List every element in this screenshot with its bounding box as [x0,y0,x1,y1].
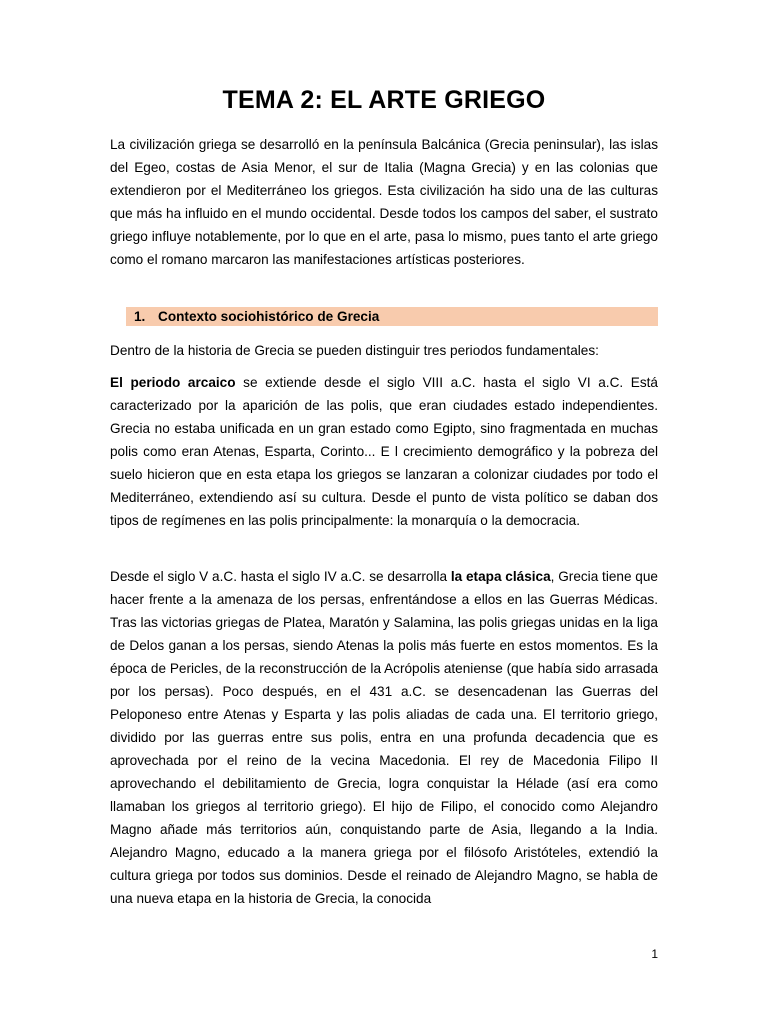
page-number: 1 [651,947,658,961]
classical-text-after: , Grecia tiene que hacer frente a la amenaza de los persas, enfrentándose a ellos en las Guerras Médicas. Tras las victorias griegas de Platea, Maratón y Salamina, las polis griegas unidas en la liga de Delos ganan a los persas, siendo Atenas la polis más fuerte en estos momentos. Es la época de Pericles, de la reconstrucción de la Acrópolis ateniense (que había sido arrasada por los persas). Poco después, en el 431 a.C. se desencadenan las Guerras del Peloponeso entre Atenas y Esparta y las polis aliadas de cada una. El territorio griego, dividido por las guerras entre sus polis, entra en una profunda decadencia que es aprovechada por el reino de la vecina Macedonia. El rey de Macedonia Filipo II aprovechando el debilitamiento de Grecia, logra conquistar la Hélade (así era como llamaban los griegos al territorio griego). El hijo de Filipo, el conocido como Alejandro Magno añade más territorios aún, conquistando parte de Asia, llegando a la India. Alejandro Magno, educado a la manera griega por el filósofo Aristóteles, extendió la cultura griega por todos sus dominios. Desde el reinado de Alejandro Magno, se habla de una nueva etapa en la historia de Grecia, la conocida [110,569,658,906]
classical-period-paragraph [110,565,658,910]
classical-text-before: Desde el siglo V a.C. hasta el siglo IV a.C. se desarrolla [110,569,451,584]
periods-intro-paragraph: Dentro de la historia de Grecia se pueden distinguir tres periodos fundamentales: [110,343,599,358]
intro-paragraph: La civilización griega se desarrolló en la península Balcánica (Grecia peninsular), las islas del Egeo, costas de Asia Menor, el sur de Italia (Magna Grecia) y en las colonias que extendieron por el Mediterráneo los griegos. Esta civilización ha sido una de las culturas que más ha influido en el mundo occidental. Desde todos los campos del saber, el sustrato griego influye notablemente, por lo que en el arte, pasa lo mismo, pues tanto el arte griego como el romano marcaron las manifestaciones artísticas posteriores. [110,137,658,267]
section-number: 1. [134,309,146,324]
section-title: Contexto sociohistórico de Grecia [158,309,380,324]
archaic-period-term: El periodo arcaico [110,375,236,390]
archaic-period-paragraph [110,371,658,532]
section-heading [126,307,658,326]
classical-period-term: la etapa clásica [450,569,551,584]
page-title: TEMA 2: EL ARTE GRIEGO [222,86,546,114]
archaic-period-text: se extiende desde el siglo VIII a.C. hasta el siglo VI a.C. Está caracterizado por la aparición de las polis, que eran ciudades estado independientes. Grecia no estaba unificada en un gran estado como Egipto, sino fragmentada en muchas polis como eran Atenas, Esparta, Corinto... E l crecimiento demográfico y la pobreza del suelo hicieron que en esta etapa los griegos se lanzaran a colonizar ciudades por todo el Mediterráneo, extendiendo así su cultura. Desde el punto de vista político se daban dos tipos de regímenes en las polis principalmente: la monarquía o la democracia. [110,375,658,528]
